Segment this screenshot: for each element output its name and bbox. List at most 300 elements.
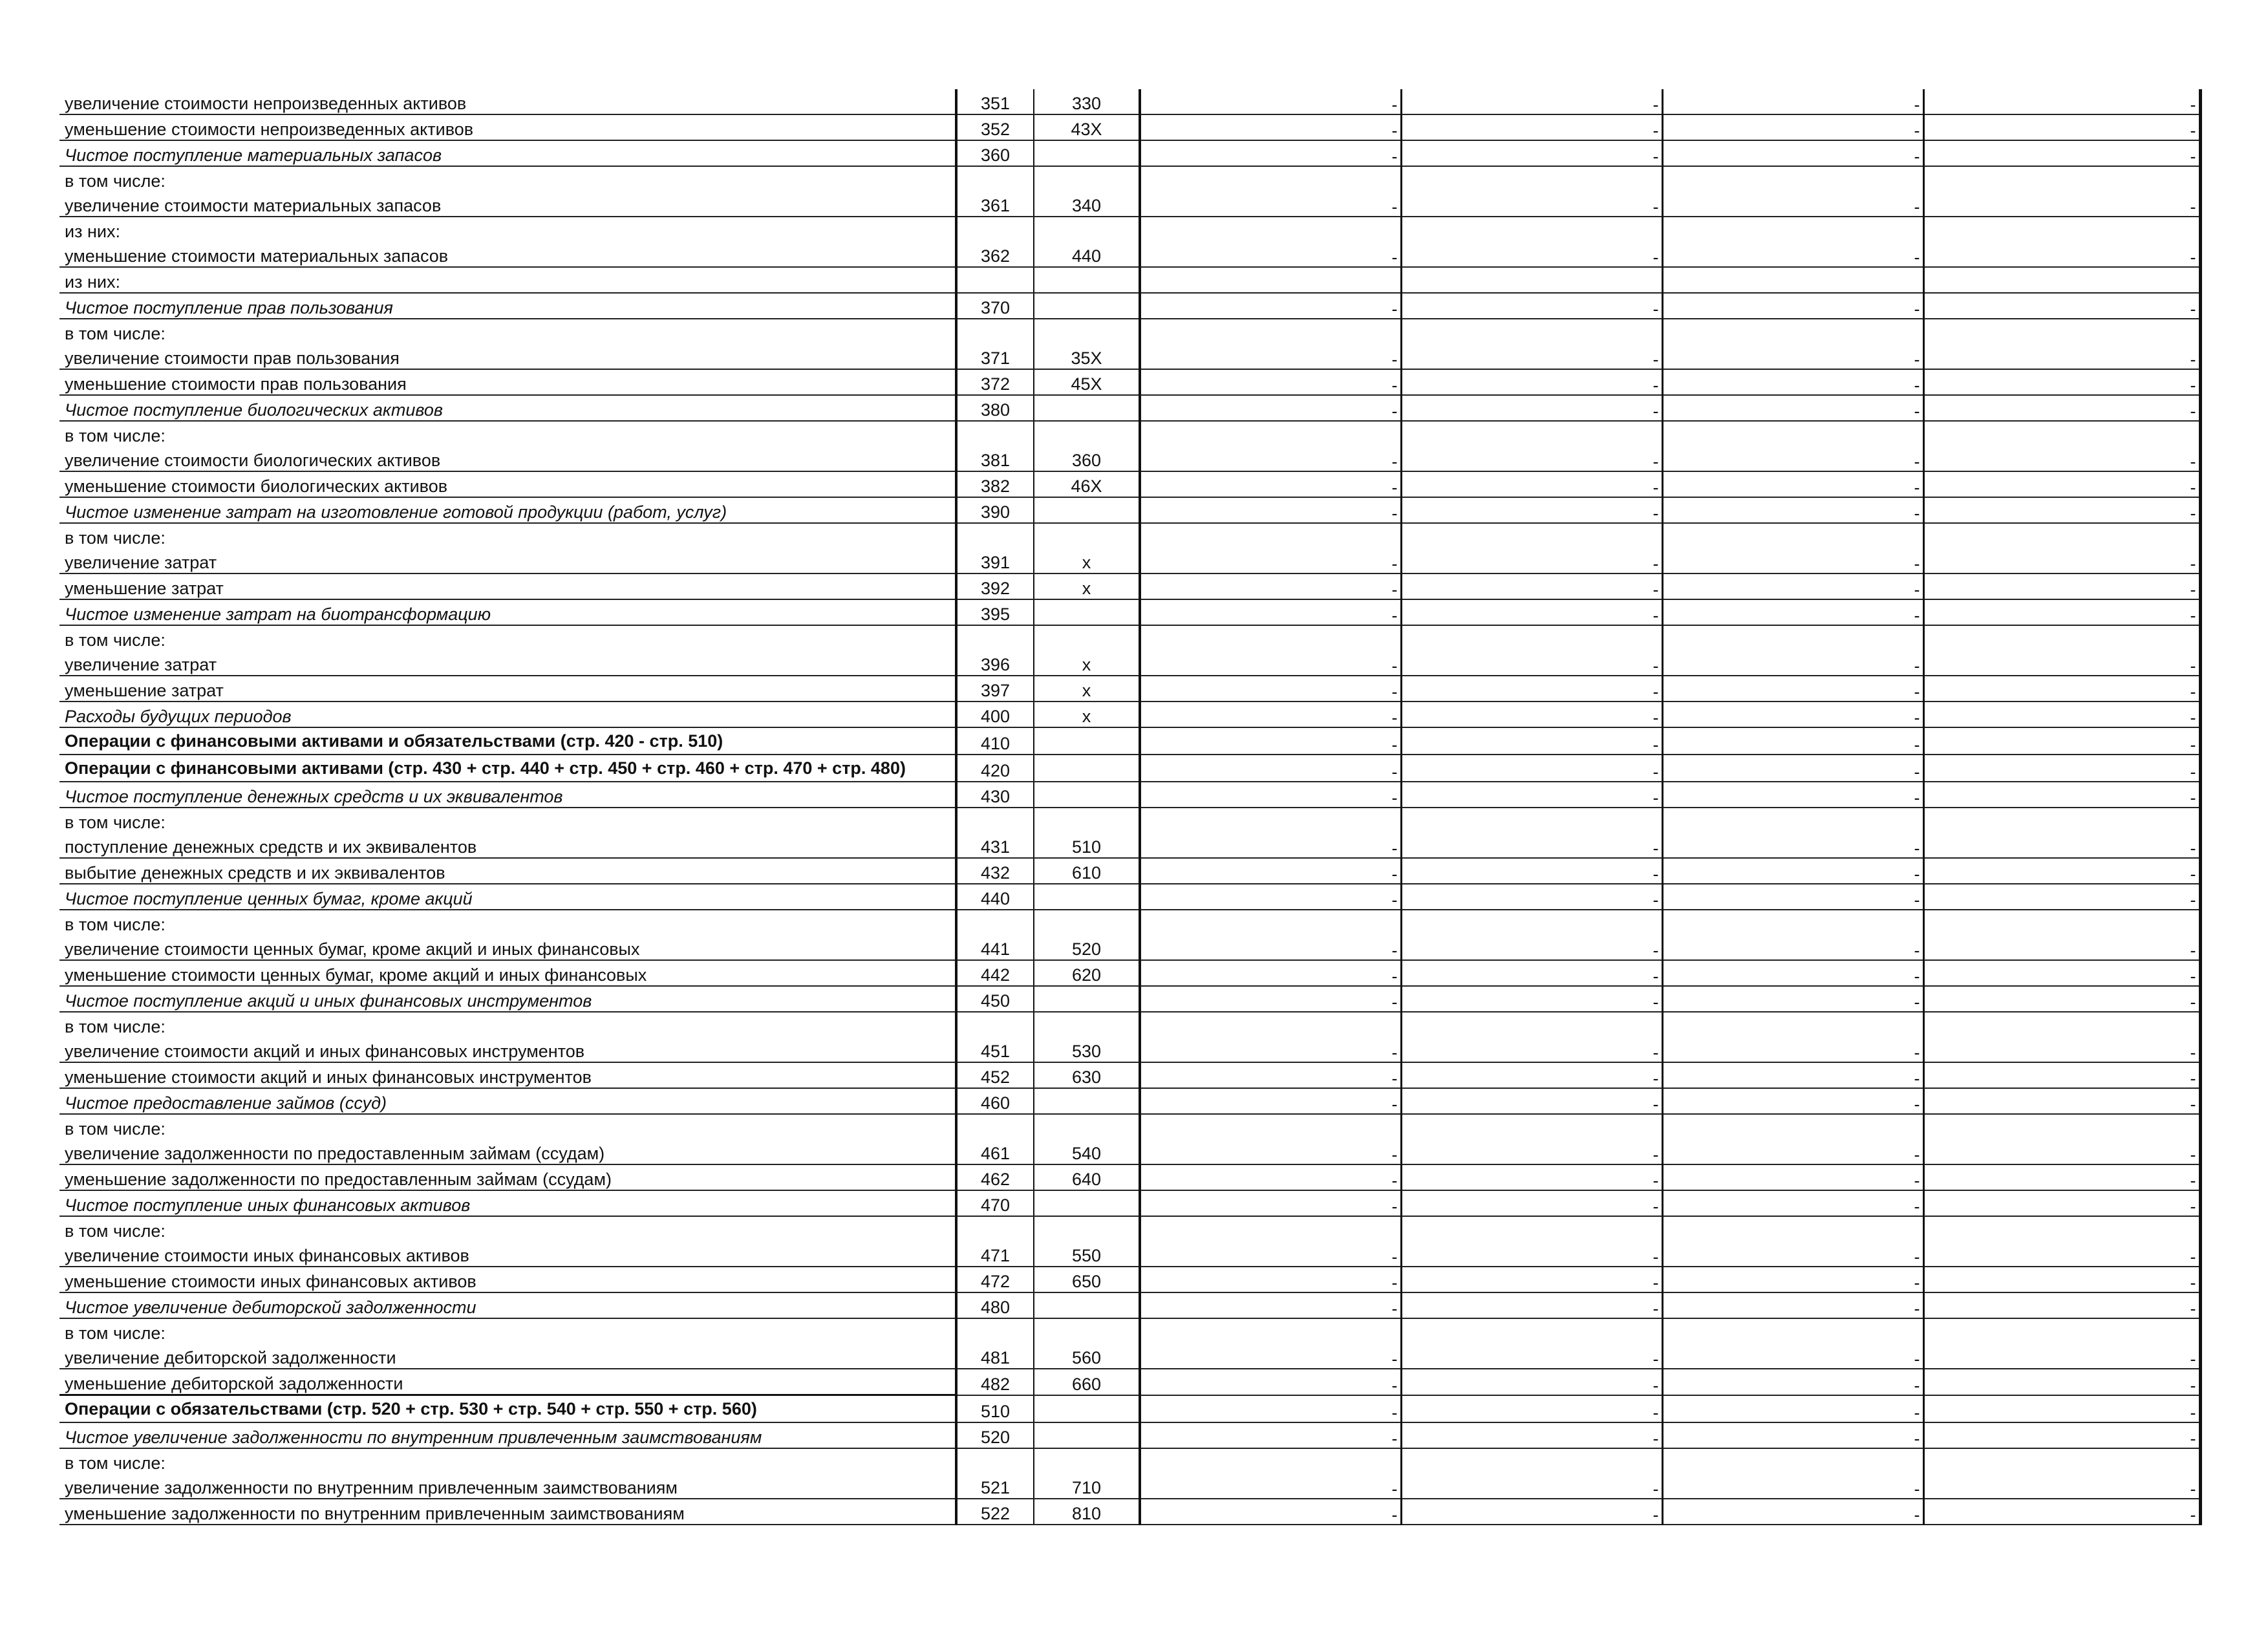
value-text: - <box>2190 1349 2196 1369</box>
kosgu-code-cell: x <box>1034 548 1140 573</box>
value-text: - <box>1914 1247 1920 1267</box>
value-text: - <box>1653 606 1659 625</box>
value-cell <box>1662 676 1923 702</box>
value-cell <box>1140 1473 1401 1499</box>
value-cell <box>1662 319 1923 344</box>
value-cell <box>1923 1473 2200 1499</box>
value-cell <box>1401 140 1662 166</box>
value-text: - <box>2190 1095 2196 1114</box>
line-code-cell: 480 <box>956 1292 1034 1318</box>
value-text: - <box>1914 376 1920 395</box>
value-cell <box>1923 1422 2200 1448</box>
value-cell <box>1401 1499 1662 1525</box>
value-text: - <box>1391 1171 1398 1190</box>
value-cell <box>1401 782 1662 808</box>
value-cell <box>1401 1139 1662 1164</box>
value-cell <box>1923 114 2200 140</box>
table-row <box>60 421 2200 446</box>
line-code-cell: 461 <box>956 1139 1034 1164</box>
value-text: - <box>1653 1479 1659 1499</box>
value-cell <box>1140 395 1401 421</box>
table-row <box>60 1037 2200 1062</box>
value-text: - <box>1391 1349 1398 1369</box>
value-text: - <box>2190 1247 2196 1267</box>
kosgu-code-cell: 550 <box>1034 1241 1140 1267</box>
value-text: - <box>1653 864 1659 884</box>
value-cell <box>1662 960 1923 986</box>
kosgu-code-cell <box>1034 1012 1140 1037</box>
row-name-cell: увеличение дебиторской задолженности <box>60 1344 956 1369</box>
value-text: - <box>1914 708 1920 727</box>
value-text: - <box>2190 606 2196 625</box>
table-row <box>60 395 2200 421</box>
value-text: - <box>1391 1197 1398 1216</box>
kosgu-code-cell <box>1034 395 1140 421</box>
value-cell <box>1401 702 1662 727</box>
value-text: - <box>1653 1349 1659 1369</box>
value-text: - <box>2190 402 2196 421</box>
kosgu-code-cell <box>1034 1448 1140 1473</box>
value-cell <box>1401 1448 1662 1473</box>
value-text: - <box>1391 121 1398 140</box>
value-text: - <box>1391 1145 1398 1164</box>
value-cell <box>1662 833 1923 858</box>
value-cell <box>1662 523 1923 548</box>
table-row <box>60 1448 2200 1473</box>
value-cell <box>1662 986 1923 1012</box>
value-text: - <box>1391 992 1398 1012</box>
value-cell <box>1140 293 1401 319</box>
value-text: - <box>1391 682 1398 702</box>
value-text: - <box>1653 788 1659 808</box>
table-row <box>60 319 2200 344</box>
value-cell <box>1923 1114 2200 1139</box>
value-cell <box>1923 676 2200 702</box>
value-text: - <box>1653 967 1659 986</box>
value-cell <box>1401 242 1662 267</box>
value-text: - <box>1914 1429 1920 1448</box>
value-text: - <box>1653 1403 1659 1422</box>
value-text: - <box>1653 1299 1659 1318</box>
value-text: - <box>2190 682 2196 702</box>
table-row <box>60 1139 2200 1164</box>
value-cell <box>1401 1422 1662 1448</box>
value-text: - <box>1391 762 1398 782</box>
value-text: - <box>1914 248 1920 267</box>
value-cell <box>1401 497 1662 523</box>
line-code-cell: 360 <box>956 140 1034 166</box>
value-text: - <box>1653 992 1659 1012</box>
value-cell <box>1923 884 2200 910</box>
value-cell <box>1401 191 1662 217</box>
value-text: - <box>1914 788 1920 808</box>
table-row <box>60 1292 2200 1318</box>
value-cell <box>1923 808 2200 833</box>
value-cell <box>1140 1499 1401 1525</box>
value-text: - <box>1391 864 1398 884</box>
value-text: - <box>1914 554 1920 573</box>
value-cell <box>1923 599 2200 625</box>
value-text: - <box>1391 504 1398 523</box>
table-row <box>60 986 2200 1012</box>
kosgu-code-cell <box>1034 523 1140 548</box>
line-code-cell: 410 <box>956 727 1034 755</box>
value-cell <box>1923 1164 2200 1190</box>
value-text: - <box>2190 350 2196 369</box>
value-text: - <box>1914 735 1920 755</box>
table-row <box>60 808 2200 833</box>
value-cell <box>1401 986 1662 1012</box>
value-cell <box>1401 935 1662 960</box>
value-cell <box>1140 421 1401 446</box>
value-cell <box>1662 573 1923 599</box>
value-cell <box>1401 910 1662 935</box>
value-text: - <box>2190 839 2196 858</box>
table-row <box>60 242 2200 267</box>
value-text: - <box>2190 197 2196 217</box>
value-text: - <box>1653 682 1659 702</box>
value-text: - <box>2190 1375 2196 1395</box>
value-text: - <box>1914 967 1920 986</box>
value-text: - <box>1391 1403 1398 1422</box>
value-text: - <box>1914 299 1920 319</box>
row-name-cell: увеличение стоимости материальных запасов <box>60 191 956 217</box>
row-name-cell: Чистое поступление биологических активов <box>60 395 956 421</box>
value-cell <box>1923 319 2200 344</box>
value-cell <box>1662 1062 1923 1088</box>
kosgu-code-cell: 360 <box>1034 446 1140 471</box>
value-cell <box>1140 548 1401 573</box>
row-name-cell: Чистое поступление акций и иных финансовых инструментов <box>60 986 956 1012</box>
value-cell <box>1923 1190 2200 1216</box>
value-text: - <box>1653 580 1659 599</box>
value-text: - <box>2190 121 2196 140</box>
row-name-cell: поступление денежных средств и их эквивалентов <box>60 833 956 858</box>
value-text: - <box>1914 606 1920 625</box>
value-cell <box>1662 497 1923 523</box>
kosgu-code-cell <box>1034 755 1140 782</box>
line-code-cell: 420 <box>956 755 1034 782</box>
kosgu-code-cell <box>1034 1318 1140 1344</box>
value-cell <box>1923 217 2200 242</box>
value-text: - <box>1914 1403 1920 1422</box>
value-cell <box>1923 1062 2200 1088</box>
table-row <box>60 702 2200 727</box>
value-text: - <box>1914 1197 1920 1216</box>
value-cell <box>1662 1241 1923 1267</box>
line-code-cell: 521 <box>956 1473 1034 1499</box>
table-row <box>60 833 2200 858</box>
value-cell <box>1401 548 1662 573</box>
value-cell <box>1923 650 2200 676</box>
value-text: - <box>2190 890 2196 910</box>
value-cell <box>1662 650 1923 676</box>
value-cell <box>1401 293 1662 319</box>
line-code-cell <box>956 1114 1034 1139</box>
value-cell <box>1401 1114 1662 1139</box>
kosgu-code-cell: 46X <box>1034 471 1140 497</box>
value-text: - <box>1391 1505 1398 1525</box>
value-text: - <box>1653 839 1659 858</box>
value-text: - <box>1391 788 1398 808</box>
value-text: - <box>2190 1197 2196 1216</box>
value-cell <box>1662 217 1923 242</box>
value-cell <box>1401 1088 1662 1114</box>
value-text: - <box>1653 762 1659 782</box>
value-cell <box>1662 293 1923 319</box>
value-cell <box>1923 573 2200 599</box>
value-text: - <box>2190 147 2196 166</box>
line-code-cell <box>956 808 1034 833</box>
value-cell <box>1140 650 1401 676</box>
value-cell <box>1662 1499 1923 1525</box>
value-text: - <box>2190 992 2196 1012</box>
table-row <box>60 727 2200 755</box>
row-name-cell: в том числе: <box>65 915 166 934</box>
row-name-cell: уменьшение стоимости прав пользования <box>60 369 956 395</box>
line-code-cell <box>956 625 1034 650</box>
row-name-cell: уменьшение стоимости непроизведенных активов <box>60 114 956 140</box>
value-text: - <box>1914 1299 1920 1318</box>
value-text: - <box>1653 656 1659 676</box>
table-row <box>60 1114 2200 1139</box>
row-name-cell: увеличение стоимости ценных бумаг, кроме акций и иных финансовых <box>60 935 956 960</box>
line-code-cell <box>956 421 1034 446</box>
value-cell <box>1140 858 1401 884</box>
value-cell <box>1923 625 2200 650</box>
value-cell <box>1923 1216 2200 1241</box>
value-cell <box>1401 1062 1662 1088</box>
row-name-cell: в том числе: <box>65 171 166 191</box>
value-cell <box>1923 910 2200 935</box>
value-cell <box>1140 960 1401 986</box>
value-cell <box>1401 650 1662 676</box>
row-name-cell: уменьшение задолженности по предоставленным займам (ссудам) <box>60 1164 956 1190</box>
table-row <box>60 782 2200 808</box>
row-name-cell: увеличение затрат <box>60 650 956 676</box>
value-cell <box>1401 446 1662 471</box>
value-text: - <box>1653 1095 1659 1114</box>
value-text: - <box>1391 1479 1398 1499</box>
kosgu-code-cell: 650 <box>1034 1267 1140 1292</box>
row-name-cell: уменьшение стоимости материальных запасов <box>60 242 956 267</box>
kosgu-code-cell: 35X <box>1034 344 1140 369</box>
financial-report-table <box>59 89 2202 1525</box>
value-text: - <box>1914 762 1920 782</box>
line-code-cell: 442 <box>956 960 1034 986</box>
value-cell <box>1140 497 1401 523</box>
value-text: - <box>1391 606 1398 625</box>
line-code-cell: 395 <box>956 599 1034 625</box>
value-cell <box>1662 1267 1923 1292</box>
value-cell <box>1401 1292 1662 1318</box>
line-code-cell: 392 <box>956 573 1034 599</box>
kosgu-code-cell: x <box>1034 676 1140 702</box>
value-cell <box>1140 267 1401 293</box>
table-row <box>60 884 2200 910</box>
value-cell <box>1923 242 2200 267</box>
value-cell <box>1662 935 1923 960</box>
kosgu-code-cell <box>1034 1190 1140 1216</box>
value-text: - <box>2190 735 2196 755</box>
value-cell <box>1140 1139 1401 1164</box>
value-text: - <box>1653 1145 1659 1164</box>
value-cell <box>1923 497 2200 523</box>
row-name-cell: уменьшение стоимости ценных бумаг, кроме акций и иных финансовых <box>60 960 956 986</box>
table-row <box>60 523 2200 548</box>
line-code-cell <box>956 1448 1034 1473</box>
kosgu-code-cell <box>1034 140 1140 166</box>
row-name-cell: выбытие денежных средств и их эквивалентов <box>60 858 956 884</box>
value-cell <box>1140 1448 1401 1473</box>
value-text: - <box>1391 402 1398 421</box>
value-cell <box>1401 727 1662 755</box>
line-code-cell: 460 <box>956 1088 1034 1114</box>
value-text: - <box>2190 967 2196 986</box>
value-cell <box>1140 1037 1401 1062</box>
row-name-cell: Чистое поступление материальных запасов <box>60 140 956 166</box>
value-cell <box>1140 1114 1401 1139</box>
value-text: - <box>1391 1069 1398 1088</box>
value-cell <box>1140 1344 1401 1369</box>
line-code-cell: 371 <box>956 344 1034 369</box>
value-text: - <box>1391 890 1398 910</box>
row-name-cell: уменьшение стоимости акций и иных финансовых инструментов <box>60 1062 956 1088</box>
value-text: - <box>1653 890 1659 910</box>
kosgu-code-cell: x <box>1034 650 1140 676</box>
value-cell <box>1662 89 1923 114</box>
value-text: - <box>1391 708 1398 727</box>
table-row <box>60 1216 2200 1241</box>
value-cell <box>1140 1088 1401 1114</box>
row-name-cell: Операции с финансовыми активами и обязательствами (стр. 420 - стр. 510) <box>60 727 956 755</box>
value-cell <box>1662 191 1923 217</box>
value-cell <box>1662 1448 1923 1473</box>
value-cell <box>1923 702 2200 727</box>
value-cell <box>1923 1037 2200 1062</box>
line-code-cell: 451 <box>956 1037 1034 1062</box>
table-row <box>60 1267 2200 1292</box>
table-row <box>60 140 2200 166</box>
value-cell <box>1923 395 2200 421</box>
value-text: - <box>2190 1273 2196 1292</box>
value-text: - <box>1391 147 1398 166</box>
kosgu-code-cell: 630 <box>1034 1062 1140 1088</box>
value-text: - <box>1914 504 1920 523</box>
value-text: - <box>2190 554 2196 573</box>
value-text: - <box>2190 452 2196 471</box>
value-cell <box>1923 960 2200 986</box>
table-row <box>60 471 2200 497</box>
value-cell <box>1662 1012 1923 1037</box>
value-cell <box>1662 1422 1923 1448</box>
line-code-cell: 382 <box>956 471 1034 497</box>
value-text: - <box>1391 735 1398 755</box>
line-code-cell: 370 <box>956 293 1034 319</box>
kosgu-code-cell: 45X <box>1034 369 1140 395</box>
table-row <box>60 935 2200 960</box>
value-text: - <box>2190 1479 2196 1499</box>
line-code-cell: 471 <box>956 1241 1034 1267</box>
kosgu-code-cell: 510 <box>1034 833 1140 858</box>
table-row <box>60 166 2200 191</box>
value-cell <box>1923 344 2200 369</box>
value-cell <box>1401 267 1662 293</box>
value-text: - <box>1653 402 1659 421</box>
value-cell <box>1140 599 1401 625</box>
line-code-cell: 361 <box>956 191 1034 217</box>
value-text: - <box>1391 941 1398 960</box>
value-text: - <box>1914 864 1920 884</box>
value-cell <box>1140 1190 1401 1216</box>
value-text: - <box>1391 350 1398 369</box>
value-cell <box>1662 140 1923 166</box>
value-cell <box>1923 1499 2200 1525</box>
row-name-cell: увеличение задолженности по предоставленным займам (ссудам) <box>60 1139 956 1164</box>
row-name-cell: в том числе: <box>65 1017 166 1036</box>
value-cell <box>1662 1088 1923 1114</box>
value-cell <box>1140 140 1401 166</box>
line-code-cell: 397 <box>956 676 1034 702</box>
value-cell <box>1662 421 1923 446</box>
value-text: - <box>2190 864 2196 884</box>
kosgu-code-cell <box>1034 1422 1140 1448</box>
row-name-cell: в том числе: <box>65 1221 166 1241</box>
table-row <box>60 1344 2200 1369</box>
row-name-cell: увеличение задолженности по внутренним привлеченным заимствованиям <box>60 1473 956 1499</box>
value-cell <box>1662 267 1923 293</box>
value-cell <box>1401 217 1662 242</box>
kosgu-code-cell <box>1034 884 1140 910</box>
row-name-cell: в том числе: <box>65 528 166 548</box>
value-cell <box>1401 1164 1662 1190</box>
value-text: - <box>1391 1095 1398 1114</box>
line-code-cell: 400 <box>956 702 1034 727</box>
row-name-cell: увеличение стоимости биологических активов <box>60 446 956 471</box>
value-text: - <box>1914 350 1920 369</box>
value-cell <box>1662 1473 1923 1499</box>
value-cell <box>1923 267 2200 293</box>
value-cell <box>1923 833 2200 858</box>
value-cell <box>1401 1369 1662 1395</box>
table-row <box>60 1422 2200 1448</box>
table-row <box>60 858 2200 884</box>
kosgu-code-cell <box>1034 421 1140 446</box>
value-cell <box>1401 1190 1662 1216</box>
row-name-cell: увеличение стоимости прав пользования <box>60 344 956 369</box>
value-text: - <box>1914 1375 1920 1395</box>
row-name-cell: Чистое поступление ценных бумаг, кроме акций <box>60 884 956 910</box>
value-cell <box>1140 523 1401 548</box>
row-name-cell: в том числе: <box>65 1453 166 1473</box>
value-cell <box>1140 1422 1401 1448</box>
line-code-cell: 440 <box>956 884 1034 910</box>
value-cell <box>1923 293 2200 319</box>
value-cell <box>1923 523 2200 548</box>
row-name-cell: уменьшение стоимости иных финансовых активов <box>60 1267 956 1292</box>
value-text: - <box>2190 1171 2196 1190</box>
value-text: - <box>1914 121 1920 140</box>
value-cell <box>1140 1062 1401 1088</box>
table-row <box>60 960 2200 986</box>
kosgu-code-cell <box>1034 910 1140 935</box>
value-cell <box>1140 1318 1401 1344</box>
line-code-cell <box>956 319 1034 344</box>
line-code-cell: 381 <box>956 446 1034 471</box>
value-text: - <box>2190 1505 2196 1525</box>
row-name-cell: Чистое изменение затрат на изготовление готовой продукции (работ, услуг) <box>60 497 956 523</box>
row-name-cell: увеличение стоимости непроизведенных активов <box>60 89 956 114</box>
